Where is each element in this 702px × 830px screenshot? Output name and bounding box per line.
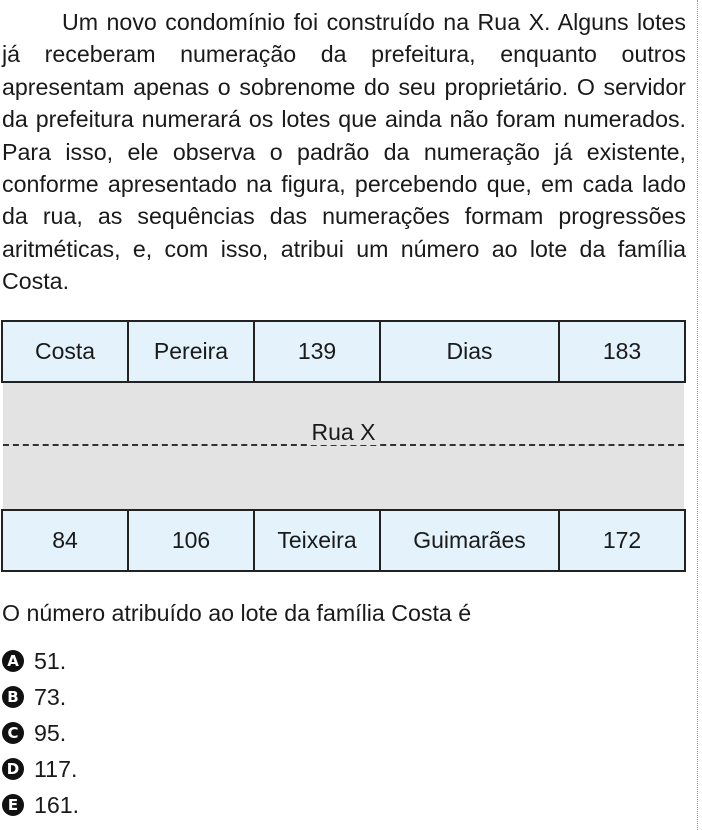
- street-label-text: Rua X: [311, 419, 376, 445]
- lot-cell: Dias: [381, 322, 560, 381]
- lot-cell: 106: [129, 511, 255, 570]
- option-text: 51.: [34, 647, 67, 674]
- lot-cell: 183: [602, 338, 642, 364]
- option-text: 73.: [34, 683, 67, 710]
- option-letter-badge: C: [2, 722, 24, 744]
- option-e[interactable]: [2, 787, 79, 823]
- street-label: [3, 419, 684, 446]
- option-letter-badge: E: [2, 794, 24, 816]
- question-statement: [2, 6, 686, 298]
- lot-cell: Costa: [3, 322, 129, 381]
- lot-cell: Teixeira: [255, 511, 381, 570]
- option-text: 117.: [34, 755, 78, 782]
- option-c[interactable]: [2, 715, 79, 751]
- question-prompt: O número atribuído ao lote da família Costa é: [2, 600, 472, 626]
- option-a[interactable]: [2, 643, 79, 679]
- option-text: 161.: [34, 791, 80, 818]
- lot-cell: Guimarães: [381, 511, 560, 570]
- page-border: [697, 0, 698, 830]
- top-lot-row: [1, 320, 686, 383]
- statement-paragraph: Um novo condomínio foi construído na Rua X. Alguns lotes já receberam numeração da prefeitura, enquanto outros apresentam apenas o sobrenome do seu proprietário. O servidor da prefeitura numerará os lotes que ainda não foram numerados. Para isso, ele observa o padrão da numeração já existente, conforme apresentado na figura, percebendo que, em cada lado da rua, as sequências das numerações formam progressões aritméticas, e, com isso, atribui um número ao lote da família Costa.: [2, 9, 686, 295]
- option-letter-badge: B: [2, 686, 24, 708]
- option-b[interactable]: [2, 679, 79, 715]
- option-d[interactable]: [2, 751, 79, 787]
- street-area: [3, 383, 684, 509]
- lot-cell: Pereira: [129, 322, 255, 381]
- lot-cell: 172: [602, 527, 642, 553]
- answer-options: [2, 643, 79, 823]
- option-letter-badge: A: [2, 650, 24, 672]
- lot-cell: 84: [3, 511, 129, 570]
- option-letter-badge: D: [2, 758, 24, 780]
- bottom-lot-row: [1, 509, 686, 572]
- option-text: 95.: [34, 719, 67, 746]
- lot-cell: 139: [255, 322, 381, 381]
